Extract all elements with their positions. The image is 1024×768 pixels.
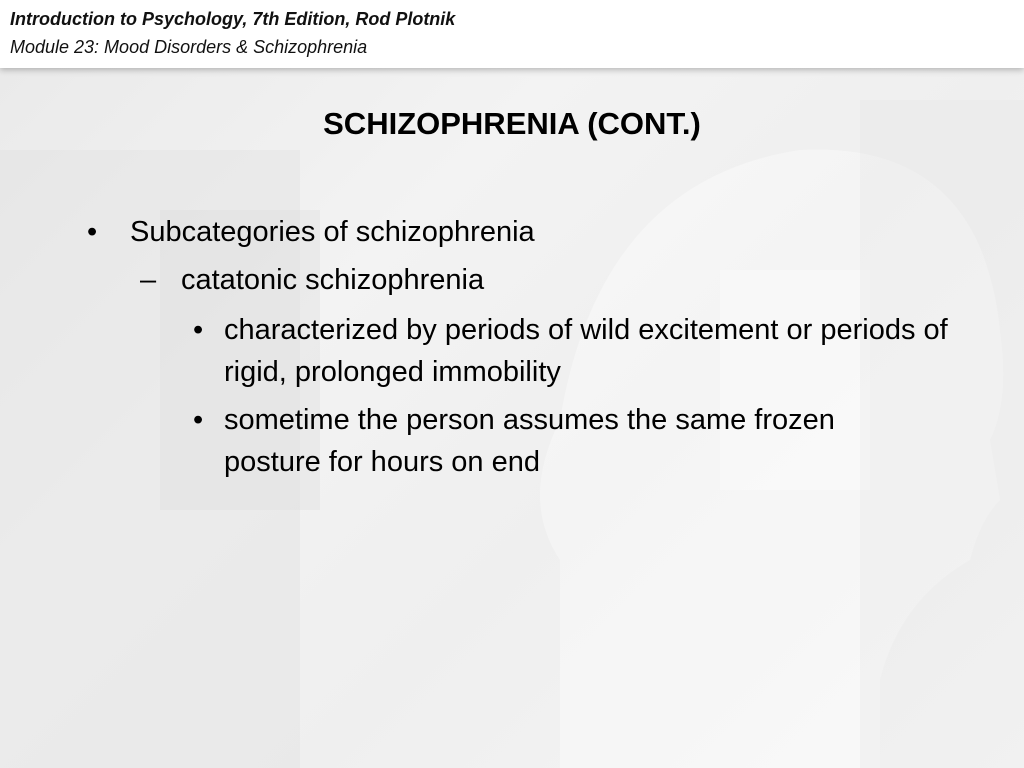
detail-bullet-item xyxy=(193,309,964,393)
bullet-marker: • xyxy=(87,216,98,248)
bullet-item xyxy=(87,211,930,253)
bullet-marker: • xyxy=(193,404,204,436)
bullet-text: Subcategories of schizophrenia xyxy=(130,216,535,248)
bullet-text: characterized by periods of wild excitement or periods of rigid, prolonged immobility xyxy=(224,314,948,388)
dash-marker: – xyxy=(140,264,157,296)
slide-title: SCHIZOPHRENIA (CONT.) xyxy=(323,106,701,141)
bullet-marker: • xyxy=(193,314,204,346)
header-book-title: Introduction to Psychology, 7th Edition, Rod Plotnik xyxy=(10,9,456,29)
bullet-text: sometime the person assumes the same frozen posture for hours on end xyxy=(224,404,835,478)
header-module-title: Module 23: Mood Disorders & Schizophrenia xyxy=(10,37,368,57)
sub-bullet-item xyxy=(140,259,941,301)
bullet-text: catatonic schizophrenia xyxy=(181,264,485,296)
detail-bullet-item xyxy=(193,399,864,483)
